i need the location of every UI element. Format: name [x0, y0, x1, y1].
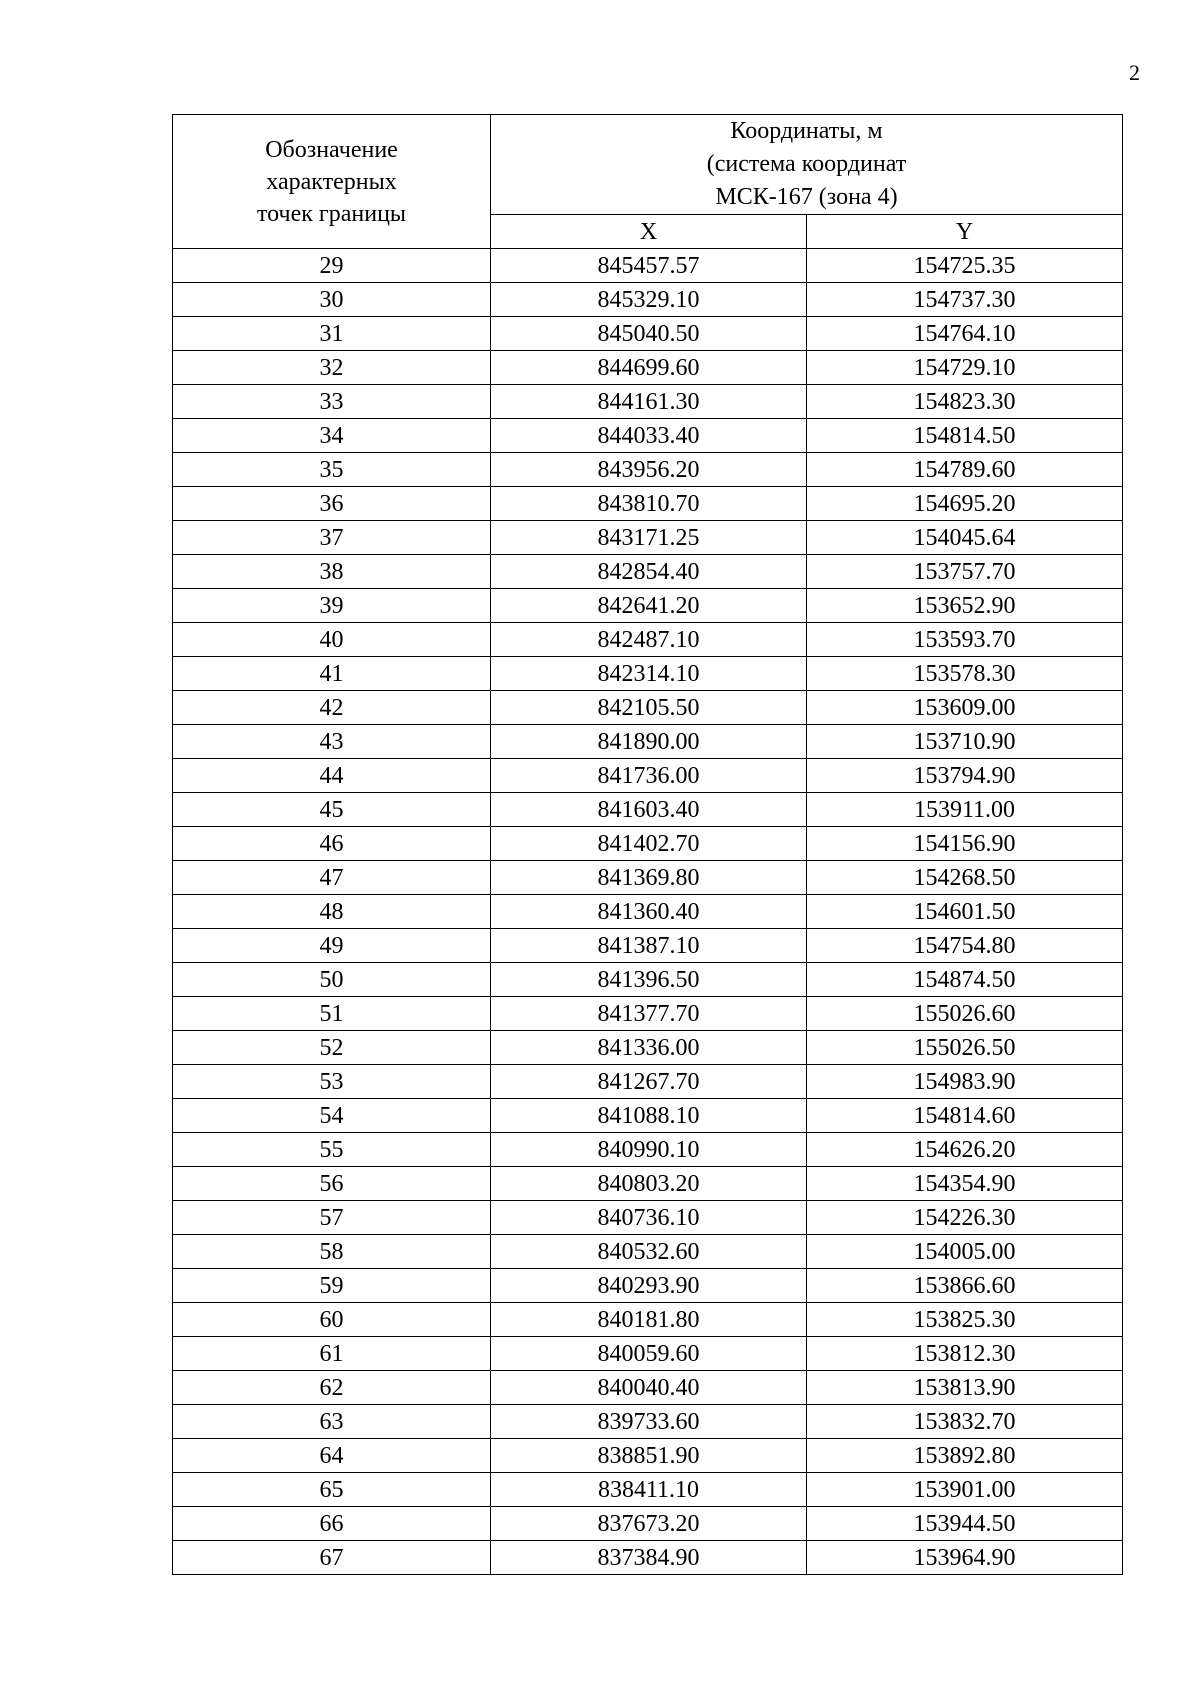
- table-row: [173, 1439, 1123, 1473]
- point-cell: 63: [173, 1405, 491, 1439]
- x-coordinate-cell: 839733.60: [491, 1405, 807, 1439]
- y-coordinate-cell: 153964.90: [807, 1541, 1123, 1575]
- y-coordinate-cell: 154737.30: [807, 283, 1123, 317]
- table-row: [173, 657, 1123, 691]
- x-coordinate-cell: 841369.80: [491, 861, 807, 895]
- table-row: [173, 1405, 1123, 1439]
- table-row: [173, 1507, 1123, 1541]
- table-row: [173, 351, 1123, 385]
- x-coordinate-cell: 840736.10: [491, 1201, 807, 1235]
- y-coordinate-cell: 154268.50: [807, 861, 1123, 895]
- table-row: [173, 827, 1123, 861]
- point-cell: 53: [173, 1065, 491, 1099]
- coordinates-header: [491, 115, 1123, 215]
- table-row: [173, 963, 1123, 997]
- point-header-line: точек границы: [256, 200, 407, 227]
- table-row: [173, 589, 1123, 623]
- point-cell: 34: [173, 419, 491, 453]
- x-coordinate-cell: 844699.60: [491, 351, 807, 385]
- point-cell: 30: [173, 283, 491, 317]
- point-cell: 56: [173, 1167, 491, 1201]
- y-coordinate-cell: 154789.60: [807, 453, 1123, 487]
- point-cell: 29: [173, 249, 491, 283]
- x-coordinate-cell: 840990.10: [491, 1133, 807, 1167]
- y-coordinate-cell: 154764.10: [807, 317, 1123, 351]
- x-coordinate-cell: 841396.50: [491, 963, 807, 997]
- table-row: [173, 249, 1123, 283]
- point-cell: 58: [173, 1235, 491, 1269]
- point-cell: 43: [173, 725, 491, 759]
- table-row: [173, 521, 1123, 555]
- y-coordinate-cell: 154045.64: [807, 521, 1123, 555]
- point-cell: 54: [173, 1099, 491, 1133]
- table-row: [173, 1133, 1123, 1167]
- table-row: [173, 555, 1123, 589]
- table-row: [173, 793, 1123, 827]
- x-coordinate-cell: 841387.10: [491, 929, 807, 963]
- table-row: [173, 1235, 1123, 1269]
- y-coordinate-cell: 154005.00: [807, 1235, 1123, 1269]
- y-coordinate-cell: 153901.00: [807, 1473, 1123, 1507]
- y-coordinate-cell: 154156.90: [807, 827, 1123, 861]
- point-cell: 61: [173, 1337, 491, 1371]
- point-cell: 31: [173, 317, 491, 351]
- x-coordinate-cell: 840059.60: [491, 1337, 807, 1371]
- x-coordinate-cell: 840532.60: [491, 1235, 807, 1269]
- table-row: [173, 1337, 1123, 1371]
- y-coordinate-cell: 153825.30: [807, 1303, 1123, 1337]
- x-coordinate-cell: 840040.40: [491, 1371, 807, 1405]
- point-header-line: Обозначение: [265, 136, 398, 163]
- point-cell: 40: [173, 623, 491, 657]
- table-row: [173, 997, 1123, 1031]
- table-row: [173, 1473, 1123, 1507]
- y-coordinate-cell: 153757.70: [807, 555, 1123, 589]
- x-column-header: X: [491, 215, 807, 249]
- point-cell: 45: [173, 793, 491, 827]
- point-designation-header: [173, 115, 491, 249]
- x-coordinate-cell: 838411.10: [491, 1473, 807, 1507]
- x-coordinate-cell: 840293.90: [491, 1269, 807, 1303]
- point-cell: 48: [173, 895, 491, 929]
- table-row: [173, 1371, 1123, 1405]
- x-coordinate-cell: 841377.70: [491, 997, 807, 1031]
- point-cell: 49: [173, 929, 491, 963]
- x-coordinate-cell: 845040.50: [491, 317, 807, 351]
- table-row: [173, 385, 1123, 419]
- x-coordinate-cell: 840803.20: [491, 1167, 807, 1201]
- y-coordinate-cell: 154725.35: [807, 249, 1123, 283]
- point-cell: 38: [173, 555, 491, 589]
- x-coordinate-cell: 838851.90: [491, 1439, 807, 1473]
- x-coordinate-cell: 843810.70: [491, 487, 807, 521]
- coords-header-line: Координаты, м: [730, 118, 883, 144]
- x-coordinate-cell: 841360.40: [491, 895, 807, 929]
- coords-header-line: (система координат: [706, 151, 907, 177]
- y-coordinate-cell: 155026.50: [807, 1031, 1123, 1065]
- point-cell: 33: [173, 385, 491, 419]
- point-cell: 67: [173, 1541, 491, 1575]
- table-row: [173, 1303, 1123, 1337]
- y-coordinate-cell: 153832.70: [807, 1405, 1123, 1439]
- point-cell: 41: [173, 657, 491, 691]
- x-coordinate-cell: 843171.25: [491, 521, 807, 555]
- point-cell: 35: [173, 453, 491, 487]
- table-row: [173, 1269, 1123, 1303]
- table-row: [173, 1065, 1123, 1099]
- x-coordinate-cell: 843956.20: [491, 453, 807, 487]
- table-row: [173, 861, 1123, 895]
- x-coordinate-cell: 841088.10: [491, 1099, 807, 1133]
- table-row: [173, 623, 1123, 657]
- x-coordinate-cell: 837673.20: [491, 1507, 807, 1541]
- table-row: [173, 1541, 1123, 1575]
- table-body: [173, 249, 1123, 1575]
- y-coordinate-cell: 153794.90: [807, 759, 1123, 793]
- x-coordinate-cell: 841736.00: [491, 759, 807, 793]
- x-coordinate-cell: 841336.00: [491, 1031, 807, 1065]
- point-cell: 60: [173, 1303, 491, 1337]
- x-coordinate-cell: 837384.90: [491, 1541, 807, 1575]
- x-coordinate-cell: 840181.80: [491, 1303, 807, 1337]
- y-coordinate-cell: 153710.90: [807, 725, 1123, 759]
- x-coordinate-cell: 841402.70: [491, 827, 807, 861]
- y-coordinate-cell: 154874.50: [807, 963, 1123, 997]
- x-coordinate-cell: 842487.10: [491, 623, 807, 657]
- y-coordinate-cell: 153593.70: [807, 623, 1123, 657]
- point-cell: 52: [173, 1031, 491, 1065]
- table-row: [173, 487, 1123, 521]
- point-cell: 50: [173, 963, 491, 997]
- point-header-line: характерных: [266, 168, 397, 195]
- point-cell: 46: [173, 827, 491, 861]
- point-cell: 55: [173, 1133, 491, 1167]
- y-coordinate-cell: 153578.30: [807, 657, 1123, 691]
- point-cell: 66: [173, 1507, 491, 1541]
- y-coordinate-cell: 154601.50: [807, 895, 1123, 929]
- x-coordinate-cell: 844161.30: [491, 385, 807, 419]
- x-coordinate-cell: 842314.10: [491, 657, 807, 691]
- table-row: [173, 1031, 1123, 1065]
- table-row: [173, 419, 1123, 453]
- y-coordinate-cell: 154754.80: [807, 929, 1123, 963]
- y-coordinate-cell: 153813.90: [807, 1371, 1123, 1405]
- point-cell: 42: [173, 691, 491, 725]
- y-coordinate-cell: 153866.60: [807, 1269, 1123, 1303]
- table-row: [173, 1167, 1123, 1201]
- coordinates-table: [172, 114, 1123, 1575]
- table-row: [173, 1099, 1123, 1133]
- y-coordinate-cell: 154695.20: [807, 487, 1123, 521]
- y-coordinate-cell: 153911.00: [807, 793, 1123, 827]
- y-coordinate-cell: 154354.90: [807, 1167, 1123, 1201]
- y-coordinate-cell: 154814.50: [807, 419, 1123, 453]
- table-row: [173, 1201, 1123, 1235]
- point-cell: 44: [173, 759, 491, 793]
- y-coordinate-cell: 154983.90: [807, 1065, 1123, 1099]
- table-row: [173, 691, 1123, 725]
- point-cell: 65: [173, 1473, 491, 1507]
- table-header: [173, 115, 1123, 249]
- point-cell: 51: [173, 997, 491, 1031]
- point-cell: 64: [173, 1439, 491, 1473]
- y-column-header: Y: [807, 215, 1123, 249]
- x-coordinate-cell: 841890.00: [491, 725, 807, 759]
- x-coordinate-cell: 845457.57: [491, 249, 807, 283]
- x-coordinate-cell: 842105.50: [491, 691, 807, 725]
- point-cell: 59: [173, 1269, 491, 1303]
- table-row: [173, 453, 1123, 487]
- table-row: [173, 283, 1123, 317]
- table-row: [173, 317, 1123, 351]
- point-cell: 37: [173, 521, 491, 555]
- point-cell: 47: [173, 861, 491, 895]
- y-coordinate-cell: 153892.80: [807, 1439, 1123, 1473]
- y-coordinate-cell: 153652.90: [807, 589, 1123, 623]
- x-coordinate-cell: 842854.40: [491, 555, 807, 589]
- y-coordinate-cell: 154729.10: [807, 351, 1123, 385]
- x-coordinate-cell: 841267.70: [491, 1065, 807, 1099]
- x-coordinate-cell: 845329.10: [491, 283, 807, 317]
- table-row: [173, 895, 1123, 929]
- coords-header-line: МСК-167 (зона 4): [715, 184, 898, 210]
- x-coordinate-cell: 841603.40: [491, 793, 807, 827]
- y-coordinate-cell: 154626.20: [807, 1133, 1123, 1167]
- table-row: [173, 929, 1123, 963]
- point-cell: 62: [173, 1371, 491, 1405]
- y-coordinate-cell: 154226.30: [807, 1201, 1123, 1235]
- point-cell: 32: [173, 351, 491, 385]
- table-row: [173, 725, 1123, 759]
- table-row: [173, 759, 1123, 793]
- y-coordinate-cell: 153812.30: [807, 1337, 1123, 1371]
- x-coordinate-cell: 842641.20: [491, 589, 807, 623]
- point-cell: 36: [173, 487, 491, 521]
- y-coordinate-cell: 154823.30: [807, 385, 1123, 419]
- page-number: 2: [1129, 60, 1140, 85]
- point-cell: 39: [173, 589, 491, 623]
- y-coordinate-cell: 153944.50: [807, 1507, 1123, 1541]
- y-coordinate-cell: 154814.60: [807, 1099, 1123, 1133]
- point-cell: 57: [173, 1201, 491, 1235]
- x-coordinate-cell: 844033.40: [491, 419, 807, 453]
- y-coordinate-cell: 153609.00: [807, 691, 1123, 725]
- y-coordinate-cell: 155026.60: [807, 997, 1123, 1031]
